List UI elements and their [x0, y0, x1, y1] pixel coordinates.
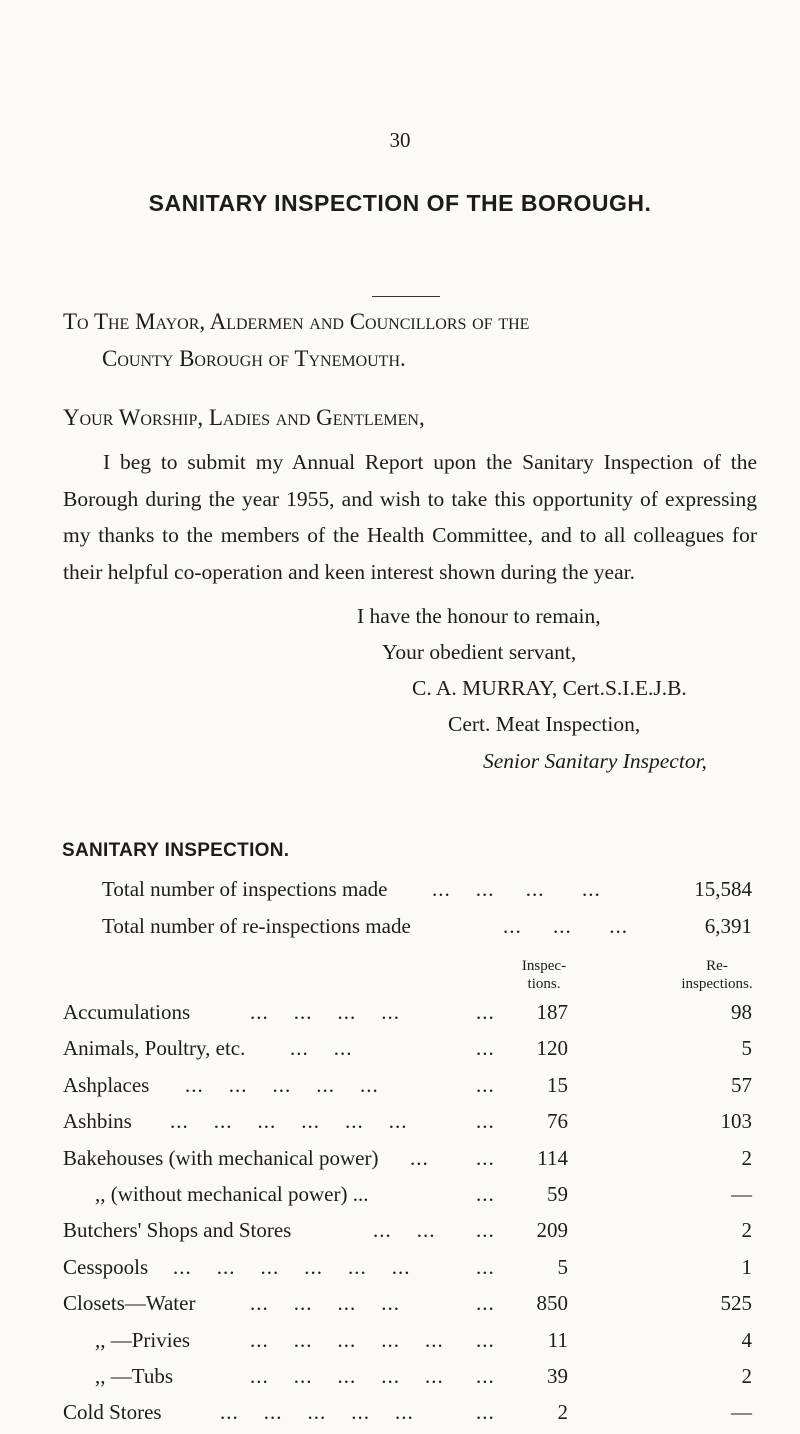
table-row — [0, 1255, 800, 1289]
row-inspections-value: 15 — [547, 1072, 568, 1097]
row-leader: ... ... ... ... ... — [250, 1364, 444, 1388]
row-leader-end: ... — [476, 1145, 495, 1170]
table-row — [0, 1146, 800, 1180]
row-inspections-value: 209 — [536, 1218, 568, 1243]
row-leader-end: ... — [476, 1072, 495, 1097]
table-row — [0, 1000, 800, 1034]
address-line-2: County Borough of Tynemouth. — [102, 346, 406, 371]
row-leader-end: ... — [476, 1291, 495, 1316]
row-label: Ashbins — [63, 1109, 132, 1134]
row-leader-end: ... — [476, 1254, 495, 1279]
row-reinspections-value: 525 — [720, 1291, 752, 1316]
row-inspections-value: 59 — [547, 1182, 568, 1206]
row-label: Accumulations — [63, 1000, 191, 1024]
table-row — [0, 1109, 800, 1143]
row-leader-end: ... — [476, 1327, 495, 1352]
row-label: Cold Stores — [63, 1400, 162, 1425]
row-inspections-value: 76 — [547, 1109, 568, 1134]
column-header-inspections — [508, 957, 580, 993]
body-paragraph — [63, 444, 757, 590]
row-reinspections-value: 57 — [731, 1072, 752, 1097]
signature-position: Senior Sanitary Inspector, — [483, 749, 707, 773]
row-inspections-value: 39 — [547, 1364, 568, 1388]
total-inspections-label: Total number of inspections made — [102, 877, 388, 901]
row-leader-end: ... — [476, 1036, 495, 1061]
row-leader: ... ... ... ... ... — [220, 1400, 414, 1425]
row-reinspections-value: 2 — [741, 1364, 752, 1388]
column-header-inspections-line1: Inspec- — [521, 958, 567, 974]
table-row — [0, 1036, 800, 1070]
signature-closing: I have the honour to remain, — [357, 604, 601, 628]
address-line-1: To The Mayor, Aldermen and Councillors of the — [63, 309, 530, 334]
row-leader-end: ... — [476, 1000, 495, 1024]
table-row — [0, 1328, 800, 1362]
row-label: Butchers' Shops and Stores — [63, 1218, 292, 1243]
row-label: Cesspools — [63, 1254, 149, 1279]
column-header-inspections-line2: tions. — [527, 976, 561, 992]
table-row — [0, 1182, 800, 1216]
row-reinspections-value: 2 — [741, 1218, 752, 1243]
table-row — [0, 1218, 800, 1252]
row-label: Ashplaces — [63, 1072, 150, 1097]
row-leader-end: ... — [476, 1364, 495, 1388]
row-label: ,, (without mechanical power) ... — [95, 1182, 369, 1206]
row-label: Closets—Water — [63, 1291, 196, 1316]
row-inspections-value: 120 — [536, 1036, 568, 1061]
salutation: Your Worship, Ladies and Gentlemen, — [63, 405, 425, 430]
total-reinspections-value: 6,391 — [704, 914, 752, 938]
row-reinspections-value: 1 — [741, 1254, 752, 1279]
row-leader-end: ... — [476, 1218, 495, 1243]
column-header-reinspections — [664, 957, 770, 993]
row-label: ,, —Tubs — [95, 1364, 174, 1388]
signature-name: C. A. MURRAY, Cert.S.I.E.J.B. — [412, 676, 687, 700]
row-reinspections-value: 103 — [720, 1109, 752, 1134]
row-inspections-value: 5 — [557, 1254, 568, 1279]
total-reinspections-label: Total number of re-inspections made — [102, 914, 411, 938]
row-leader: ... ... ... ... ... — [250, 1327, 444, 1352]
row-label: ,, —Privies — [95, 1327, 191, 1352]
signature-qualification: Cert. Meat Inspection, — [448, 712, 641, 736]
total-inspections-leader: ... ... ... ... — [432, 877, 601, 901]
row-reinspections-value: 2 — [741, 1145, 752, 1170]
row-inspections-value: 114 — [537, 1145, 568, 1170]
column-header-reinspections-line1: Re- — [706, 958, 728, 974]
row-inspections-value: 11 — [547, 1327, 568, 1352]
row-leader: ... ... ... ... — [250, 1291, 400, 1316]
table-row — [0, 1400, 800, 1434]
row-reinspections-value: 4 — [741, 1327, 752, 1352]
row-leader: ... ... ... ... ... ... — [173, 1254, 411, 1279]
row-label: Bakehouses (with mechanical power) — [63, 1145, 379, 1170]
row-reinspections-value: — — [731, 1182, 752, 1206]
row-leader: ... ... ... ... — [250, 1000, 400, 1024]
table-row — [0, 1073, 800, 1107]
row-leader: ... ... — [290, 1036, 353, 1061]
row-leader-end: ... — [476, 1109, 495, 1134]
row-leader-end: ... — [476, 1182, 495, 1206]
row-leader: ... ... ... ... ... ... — [170, 1109, 408, 1134]
row-inspections-value: 2 — [557, 1400, 568, 1425]
row-inspections-value: 850 — [536, 1291, 568, 1316]
body-paragraph-text: I beg to submit my Annual Report upon the Sanitary Inspection of the Borough during the year 1955, and wish to take this opportunity of expressing my thanks to the members of the Health Committee, and to all colleagues for their helpful co-operation and keen interest shown during the year. — [63, 450, 757, 584]
row-leader: ... ... — [373, 1218, 436, 1243]
total-reinspections-leader: ... ... ... — [503, 914, 628, 938]
page-number: 30 — [389, 128, 411, 152]
section-title: SANITARY INSPECTION. — [62, 840, 290, 861]
total-inspections-value: 15,584 — [694, 877, 752, 901]
row-reinspections-value: — — [731, 1400, 752, 1425]
page-title: SANITARY INSPECTION OF THE BOROUGH. — [148, 190, 652, 216]
signature-servant: Your obedient servant, — [382, 640, 577, 664]
title-divider — [372, 296, 440, 297]
row-label: Animals, Poultry, etc. — [63, 1036, 246, 1061]
row-leader: ... — [410, 1145, 429, 1170]
row-reinspections-value: 5 — [741, 1036, 752, 1061]
row-reinspections-value: 98 — [731, 1000, 752, 1024]
row-inspections-value: 187 — [536, 1000, 568, 1024]
column-header-reinspections-line2: inspections. — [681, 976, 753, 992]
row-leader-end: ... — [476, 1400, 495, 1425]
table-row — [0, 1291, 800, 1325]
row-leader: ... ... ... ... ... — [185, 1072, 379, 1097]
table-row — [0, 1364, 800, 1398]
